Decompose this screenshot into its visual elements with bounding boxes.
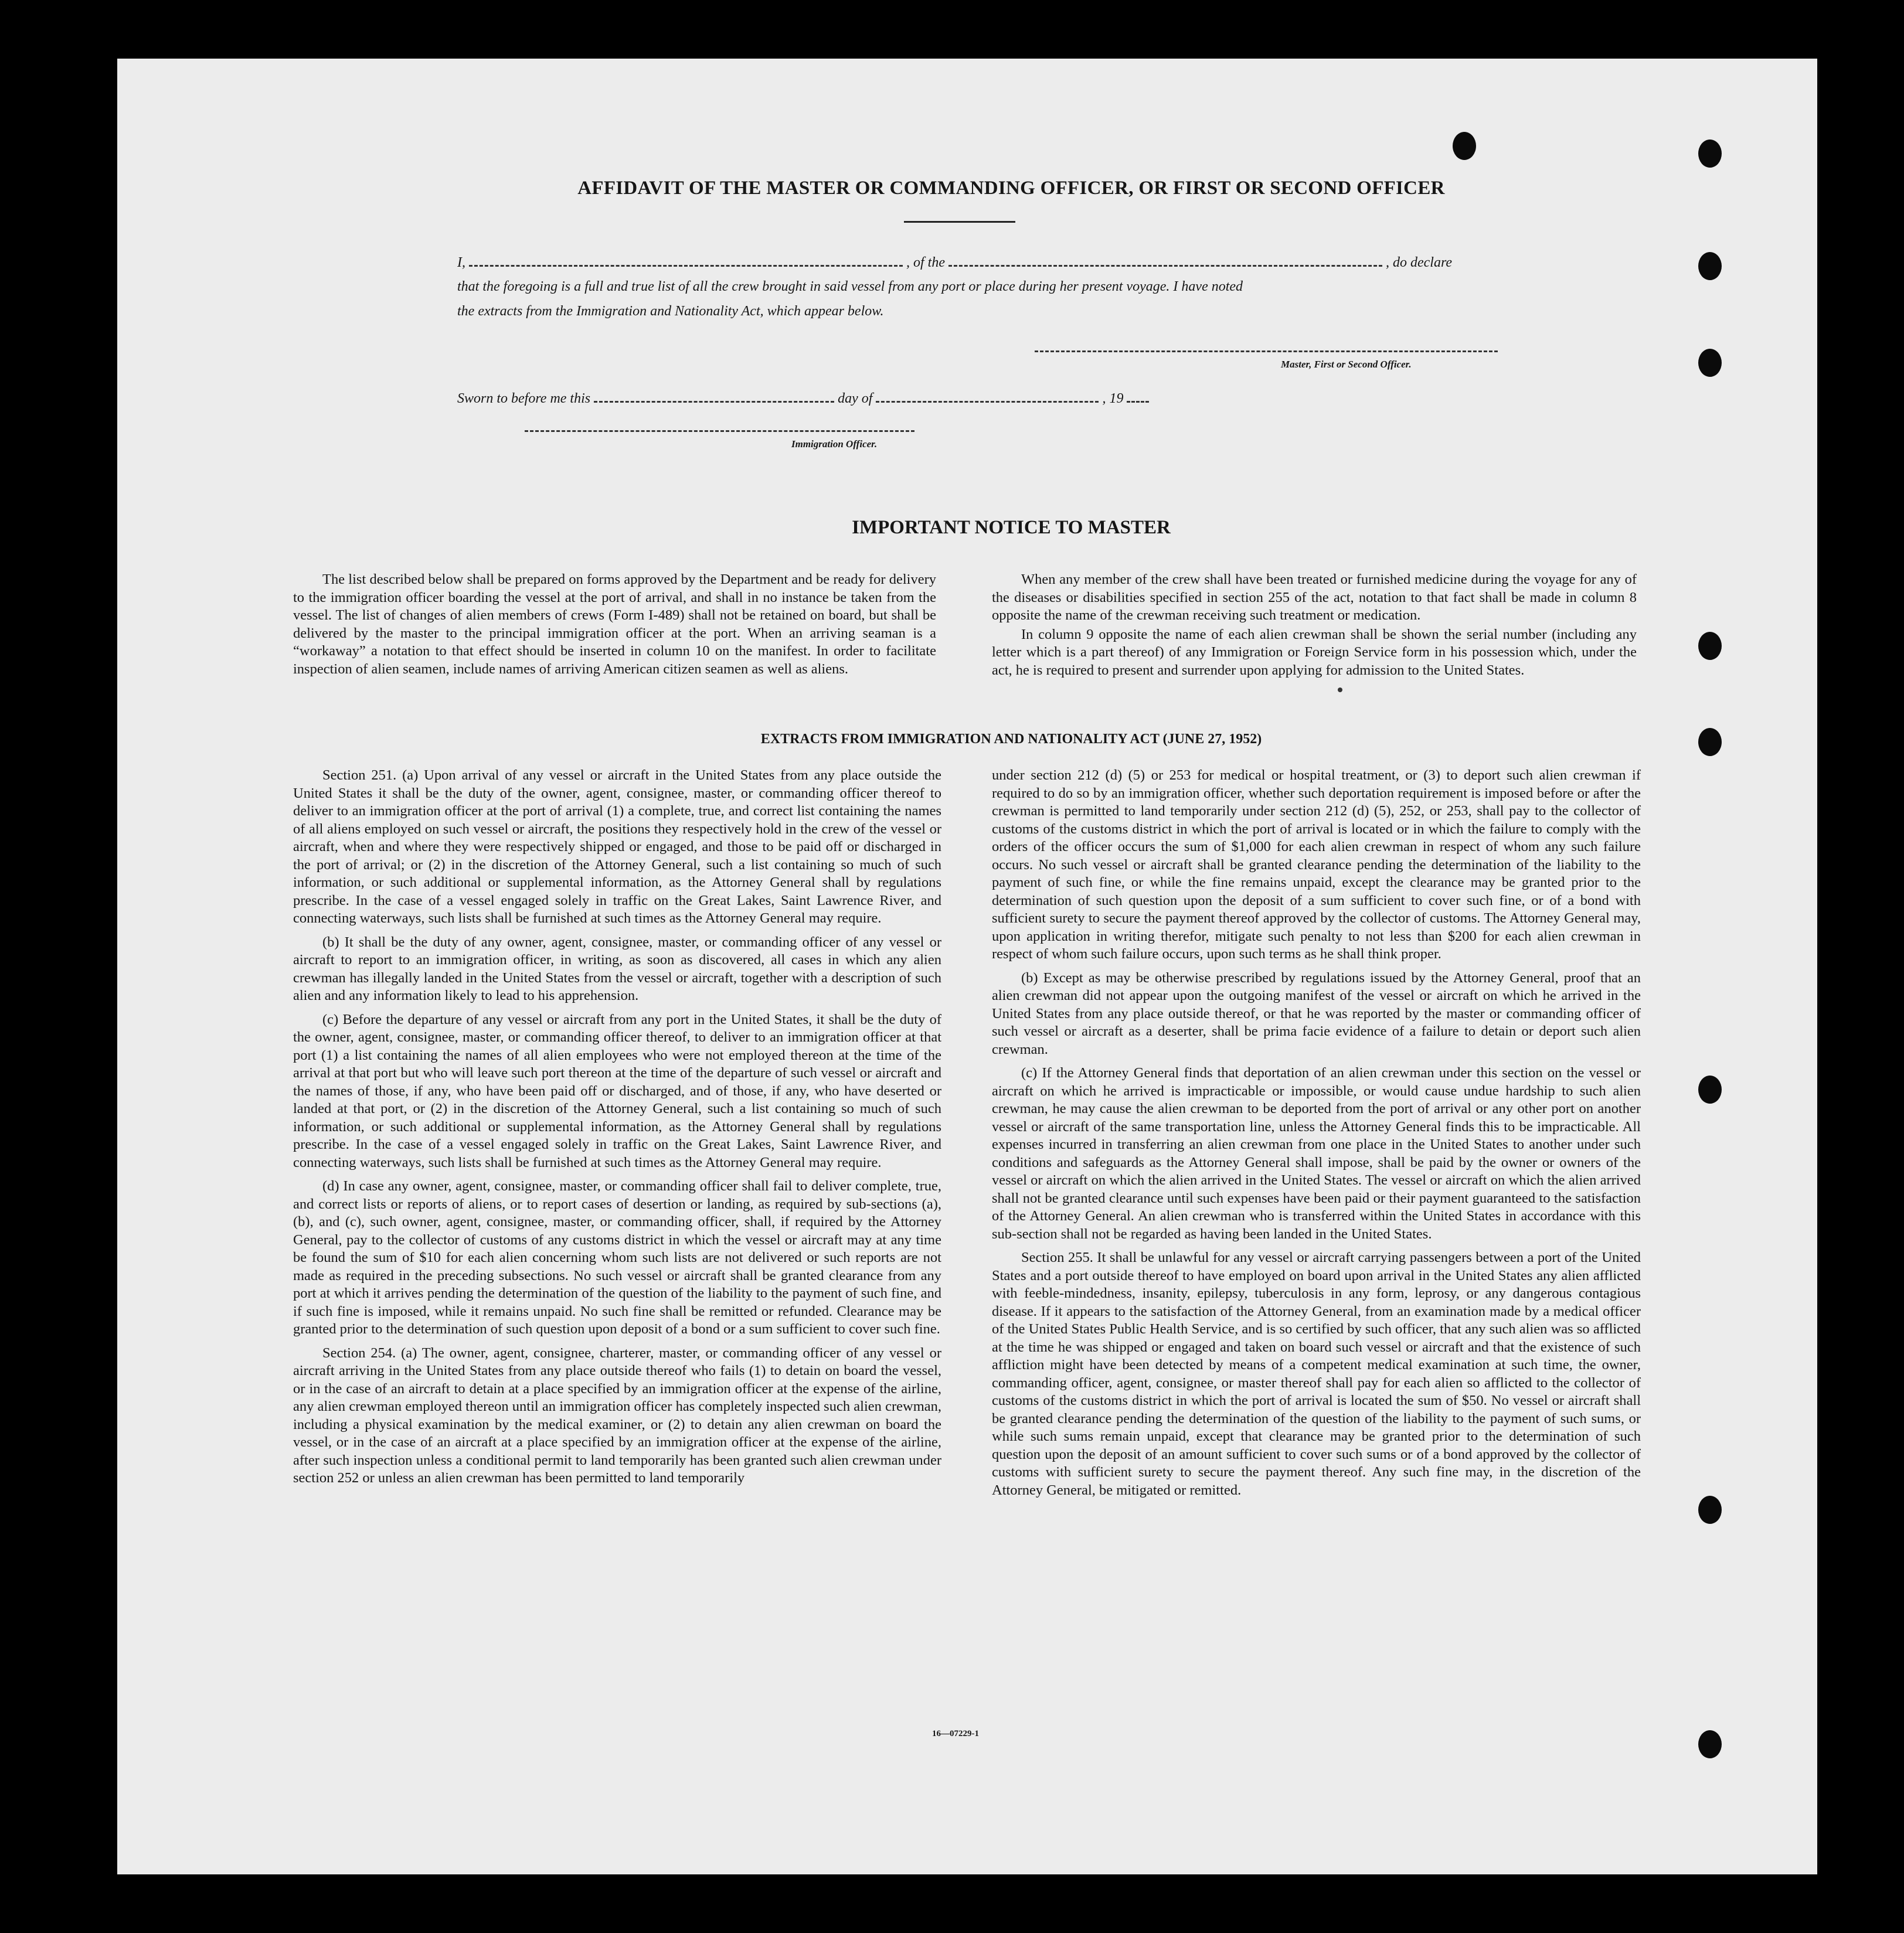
extracts-left-column <box>293 767 941 1493</box>
notice-right-paragraph-2: In column 9 opposite the name of each alien crewman shall be shown the serial number (including any letter which is a part thereof) of any Immigration or Foreign Service form in his possession which, under the act, he is required to present and surrender upon applying for admission to the United States. <box>992 626 1637 678</box>
affidavit-title: AFFIDAVIT OF THE MASTER OR COMMANDING OFFICER, OR FIRST OR SECOND OFFICER <box>577 178 1445 199</box>
punch-hole <box>1698 1076 1722 1104</box>
sworn-line <box>457 388 1618 407</box>
title-underline <box>904 221 1015 223</box>
extract-section-254a: Section 254. (a) The owner, agent, consignee, charterer, master, or commanding officer of any vessel or aircraft arriving in the United States from any place outside thereof who fails (1) to detain on board the vessel, or in the case of an aircraft to detain at a place specified by an immigration officer at the expense of the airline, any alien crewman employed thereon until an immigration officer has completely inspected such alien crewman, including a physical examination by the medical examiner, or (2) to detain any alien crewman on board the vessel, or in the case of an aircraft at a place specified by an immigration officer at the expense of the airline, after such inspection unless a conditional permit to land temporarily has been granted such alien crewman under section 252 or unless an alien crewman has been permitted to land temporarily <box>293 1345 941 1486</box>
master-signature-caption: Master, First or Second Officer. <box>1281 359 1412 370</box>
declaration-text-2: the extracts from the Immigration and Nationality Act, which appear below. <box>457 304 884 319</box>
master-signature-line[interactable] <box>1035 350 1498 352</box>
immigration-officer-signature-line[interactable] <box>525 430 914 432</box>
day-of-label: day of <box>838 391 873 406</box>
of-the-label: , of the <box>906 255 945 270</box>
declaration-text-1: that the foregoing is a full and true list of all the crew brought in said vessel from any port or place during her present voyage. I have noted <box>457 279 1243 294</box>
document-page <box>117 59 1817 1874</box>
extract-section-251b: (b) It shall be the duty of any owner, agent, consignee, master, or commanding officer of any vessel or aircraft to report to an immigration officer, in writing, as soon as discovered, all cases in which any alien crewman has illegally landed in the United States from the vessel or aircraft, together with a description of such alien and any information likely to lead to his apprehension. <box>293 934 941 1003</box>
form-code: 16—07229-1 <box>932 1729 979 1738</box>
ink-smudge <box>1338 688 1342 692</box>
punch-hole <box>1453 132 1476 160</box>
extract-section-251c: (c) Before the departure of any vessel or aircraft from any port in the United States, it shall be the duty of the owner, agent, consignee, master, or commanding officer thereof, to deliver to an immigration officer at that port (1) a list containing the names of all alien employees who were not employed thereon at the time of the arrival at that port but who will leave such port thereon at the time of the departure of such vessel or aircraft and the names of those, if any, who have been paid off or discharged, and of those, if any, who have deserted or landed at that port, or (2) in the discretion of the Attorney General, such a list containing so much of such information, or such additional or supplemental information, as the Attorney General shall by regulations prescribe. In the case of a vessel engaged solely in traffic on the Great Lakes, Saint Lawrence River, and connecting waterways, such lists shall be furnished at such times as the Attorney General may require. <box>293 1011 941 1170</box>
punch-hole <box>1698 252 1722 280</box>
notice-right-column <box>992 571 1637 685</box>
punch-hole <box>1698 632 1722 660</box>
extract-section-254c: (c) If the Attorney General finds that deportation of an alien crewman under this section on the vessel or aircraft on which he arrived is impracticable or impossible, or would cause undue hardship to such alien crewman, he may cause the alien crewman to be deported from the port of arrival or any other port on another vessel or aircraft of the same transportation line, unless the Attorney General finds this to be impracticable. All expenses incurred in transferring an alien crewman from one place in the United States to another under such conditions and safeguards as the Attorney General shall impose, shall be paid by the owner or owners of the vessel or aircraft on which the alien arrived in the United States. The vessel or aircraft on which the alien arrived shall not be granted clearance until such expenses have been paid or their payment guaranteed to the satisfaction of the Attorney General. An alien crewman who is transferred within the United States in accordance with this sub-section shall not be regarded as having been landed in the United States. <box>992 1065 1641 1242</box>
notice-title: IMPORTANT NOTICE TO MASTER <box>852 517 1171 538</box>
extract-section-254b: (b) Except as may be otherwise prescribed by regulations issued by the Attorney General, proof that an alien crewman did not appear upon the outgoing manifest of the vessel or aircraft on which he arrived in the United States from any place outside thereof, or that he was reported by the master or commanding officer of such vessel or aircraft as a deserter, shall be prima facie evidence of a failure to detain or deport such alien crewman. <box>992 969 1641 1057</box>
do-declare-label: , do declare <box>1386 255 1453 270</box>
sworn-year-blank[interactable] <box>1127 388 1149 403</box>
notice-right-paragraph-1: When any member of the crew shall have been treated or furnished medicine during the voyage for any of the diseases or disabilities specified in section 255 of the act, notation to that fact shall be made in column 8 opposite the name of the crewman receiving such treatment or medication. <box>992 571 1637 623</box>
extracts-right-column <box>992 767 1641 1505</box>
notice-left-paragraph: The list described below shall be prepared on forms approved by the Department and be ready for delivery to the immigration officer boarding the vessel at the port of arrival, and shall in no instance be taken from the vessel. The list of changes of alien members of crews (Form I-489) shall not be retained on board, but shall be delivered by the master to the principal immigration officer at the port. When an arriving seaman is a “workaway” a notation to that effect should be inserted in column 10 on the manifest. In order to facilitate inspection of alien seamen, include names of arriving American citizen seamen as well as aliens. <box>293 571 936 677</box>
notice-left-column <box>293 571 936 684</box>
declarant-label: I, <box>457 255 465 270</box>
sworn-month-blank[interactable] <box>876 388 1099 403</box>
declarant-name-blank[interactable] <box>469 252 903 267</box>
punch-hole <box>1698 728 1722 756</box>
extract-section-254a-continued: under section 212 (d) (5) or 253 for medical or hospital treatment, or (3) to deport such alien crewman if required to do so by an immigration officer, whether such deportation requirement is imposed before or after the crewman is permitted to land temporarily under section 212 (d) (5), 252, or 253, shall pay to the collector of customs of the customs district in which the port of arrival is located or in which the failure to comply with the orders of the officer occurs the sum of $1,000 for each alien crewman in respect of whom any such failure occurs. No such vessel or aircraft shall be granted clearance pending the determination of the liability to the payment of such fine, or while the fine remains unpaid, except the clearance may be granted prior to the determination of such question upon the deposit of a sum sufficient to cover such fine, or of a bond with sufficient surety to secure the payment thereof approved by the collector of customs. The Attorney General may, upon application in writing therefor, mitigate such penalty to not less than $200 for each alien crewman in respect of whom such failure occurs, upon such terms as he shall think proper. <box>992 767 1641 962</box>
extract-section-255: Section 255. It shall be unlawful for any vessel or aircraft carrying passengers between a port of the United States and a port outside thereof to have employed on board upon arrival in the United States any alien afflicted with feeble-mindedness, insanity, epilepsy, tuberculosis in any form, leprosy, or any dangerous contagious disease. If it appears to the satisfaction of the Attorney General, from an examination made by a medical officer of the United States Public Health Service, and is so certified by such officer, that any such alien was so afflicted at the time he was shipped or engaged and taken on board such vessel or aircraft and that the existence of such affliction might have been detected by means of a competent medical examination at such time, the owner, commanding officer, agent, consignee, or master thereof shall pay for each alien so afflicted to the collector of customs of the customs district in which the port of arrival is located the sum of $50. No vessel or aircraft shall be granted clearance pending the determination of the question of the liability to the payment of such sums, or while such sums remain unpaid, except that clearance may be granted prior to the determination of such question upon the deposit of an amount sufficient to cover such sums or of a bond approved by the collector of customs with sufficient surety to secure the payment thereof. Any such fine may, in the discretion of the Attorney General, be mitigated or remitted. <box>992 1250 1641 1498</box>
year-label: , 19 <box>1102 391 1124 406</box>
sworn-day-blank[interactable] <box>594 388 834 403</box>
punch-hole <box>1698 139 1722 168</box>
extracts-title: EXTRACTS FROM IMMIGRATION AND NATIONALITY ACT (JUNE 27, 1952) <box>760 731 1262 747</box>
punch-hole <box>1698 349 1722 377</box>
declaration-line <box>457 252 1618 271</box>
punch-hole <box>1698 1496 1722 1524</box>
immigration-officer-caption: Immigration Officer. <box>791 438 878 450</box>
extract-section-251a: Section 251. (a) Upon arrival of any vessel or aircraft in the United States from any place outside the United States it shall be the duty of the owner, agent, consignee, master, or commanding officer thereof to deliver to an immigration officer at the port of arrival (1) a complete, true, and correct list containing the names of all aliens employed on such vessel or aircraft, the positions they respectively hold in the crew of the vessel or aircraft, when and where they were respectively shipped or engaged, and those to be paid off or discharged in the port of arrival; or (2) in the discretion of the Attorney General, such a list containing so much of such information, or such additional or supplemental information, as the Attorney General shall by regulations prescribe. In the case of a vessel engaged solely in traffic on the Great Lakes, Saint Lawrence River, and connecting waterways, such lists shall be furnished at such times as the Attorney General may require. <box>293 767 941 926</box>
extract-section-251d: (d) In case any owner, agent, consignee, master, or commanding officer shall fail to deliver complete, true, and correct lists or reports of aliens, or to report cases of desertion or landing, as required by sub-sections (a), (b), and (c), such owner, agent, consignee, master, or commanding officer, shall, if required by the Attorney General, pay to the collector of customs of any customs district in which the vessel or aircraft may at any time be found the sum of $10 for each alien concerning whom such lists are not delivered or such reports are not made as required in the preceding subsections. No such vessel or aircraft shall be granted clearance from any port at which it arrives pending the determination of the question of the liability to the payment of such fine, and if such fine is imposed, while it remains unpaid. No such fine shall be remitted or refunded. Clearance may be granted prior to the determination of such question upon deposit of a bond or a sum sufficient to cover such fine. <box>293 1178 941 1337</box>
sworn-label: Sworn to before me this <box>457 391 591 406</box>
punch-hole <box>1698 1730 1722 1758</box>
vessel-name-blank[interactable] <box>948 252 1382 267</box>
